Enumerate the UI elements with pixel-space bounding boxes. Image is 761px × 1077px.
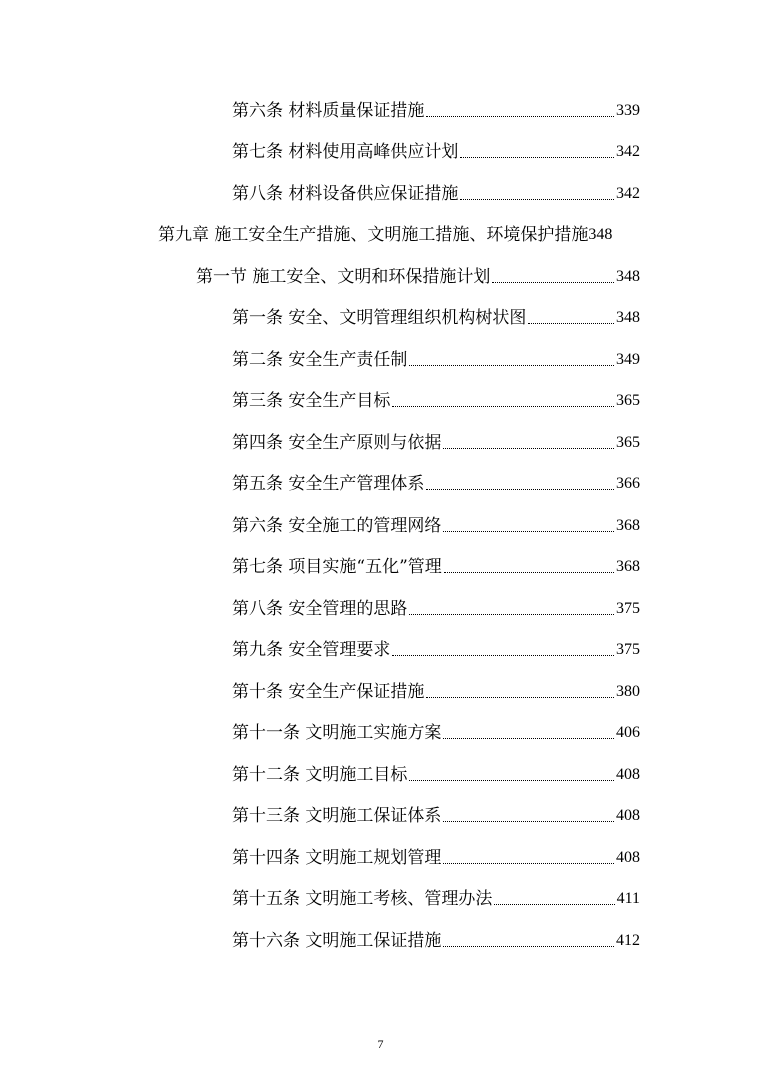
dot-leader	[409, 614, 614, 615]
toc-entry-label: 第八条 安全管理的思路	[232, 599, 408, 619]
toc-entry[interactable]	[232, 173, 640, 205]
toc-entry[interactable]	[232, 463, 640, 495]
toc-entry-page: 375	[616, 641, 640, 658]
dot-leader	[494, 904, 614, 905]
page-number: 7	[377, 1037, 384, 1051]
dot-leader	[426, 697, 614, 698]
toc-entry[interactable]	[232, 546, 640, 578]
dot-leader	[443, 448, 614, 449]
toc-entry[interactable]	[232, 920, 640, 952]
toc-entry-page: 349	[616, 351, 640, 368]
toc-entry-label: 第十三条 文明施工保证体系	[232, 806, 442, 826]
toc-entry-page: 348	[616, 309, 640, 326]
toc-entry-page: 408	[616, 807, 640, 824]
dot-leader	[443, 531, 614, 532]
toc-entry-page: 339	[616, 102, 640, 119]
toc-entry[interactable]	[232, 878, 640, 910]
toc-entry-label: 第七条 材料使用高峰供应计划	[232, 142, 459, 162]
toc-entry-label: 第十六条 文明施工保证措施	[232, 931, 442, 951]
toc-entry-page: 342	[616, 185, 640, 202]
dot-leader	[444, 572, 614, 573]
toc-entry-label: 第五条 安全生产管理体系	[232, 474, 425, 494]
dot-leader	[528, 323, 614, 324]
dot-leader	[443, 863, 614, 864]
toc-entry-page: 412	[616, 932, 640, 949]
toc-entry[interactable]	[232, 505, 640, 537]
toc-entry-page: 365	[616, 392, 640, 409]
toc-entry[interactable]	[232, 754, 640, 786]
toc-entry[interactable]	[232, 380, 640, 412]
toc-entry[interactable]	[232, 629, 640, 661]
toc-entry-label: 第四条 安全生产原则与依据	[232, 433, 442, 453]
toc-entry-label: 第六条 安全施工的管理网络	[232, 516, 442, 536]
toc-entry-page: 408	[616, 849, 640, 866]
toc-entry-page: 365	[616, 434, 640, 451]
dot-leader	[409, 780, 614, 781]
toc-section-entry[interactable]	[196, 256, 640, 288]
toc-entry-page: 408	[616, 766, 640, 783]
toc-entry-label: 第一条 安全、文明管理组织机构树状图	[232, 308, 527, 328]
dot-leader	[392, 655, 614, 656]
toc-entry-label: 第一节 施工安全、文明和环保措施计划	[196, 267, 491, 287]
toc-entry[interactable]	[232, 297, 640, 329]
toc-entry-page: 348	[588, 226, 613, 243]
toc-entry[interactable]	[232, 671, 640, 703]
toc-entry[interactable]	[232, 588, 640, 620]
toc-entry-label: 第九条 安全管理要求	[232, 640, 391, 660]
dot-leader	[492, 282, 614, 283]
dot-leader	[426, 489, 614, 490]
toc-entry-page: 380	[616, 683, 640, 700]
toc-entry-label: 第十五条 文明施工考核、管理办法	[232, 889, 493, 909]
toc-entry-page: 348	[616, 268, 640, 285]
toc-entry-label: 第七条 项目实施“五化”管理	[232, 557, 442, 577]
dot-leader	[392, 406, 614, 407]
dot-leader	[460, 157, 614, 158]
toc-entry[interactable]	[232, 131, 640, 163]
toc-entry[interactable]	[232, 712, 640, 744]
toc-entry-label: 第九章 施工安全生产措施、文明施工措施、环境保护措施	[158, 225, 589, 245]
toc-entry-label: 第十条 安全生产保证措施	[232, 682, 425, 702]
toc-entry-page: 342	[616, 143, 640, 160]
toc-entry-label: 第三条 安全生产目标	[232, 391, 391, 411]
toc-entry-label: 第六条 材料质量保证措施	[232, 101, 425, 121]
toc-entry-page: 368	[616, 517, 640, 534]
toc-entry-label: 第十四条 文明施工规划管理	[232, 848, 442, 868]
toc-entry-label: 第十二条 文明施工目标	[232, 765, 408, 785]
dot-leader	[426, 116, 614, 117]
toc-entry[interactable]	[232, 90, 640, 122]
toc-entry[interactable]	[232, 795, 640, 827]
toc-entry-page: 375	[616, 600, 640, 617]
toc-entry-label: 第十一条 文明施工实施方案	[232, 723, 442, 743]
dot-leader	[460, 199, 614, 200]
dot-leader	[443, 738, 614, 739]
toc-entry-label: 第二条 安全生产责任制	[232, 350, 408, 370]
toc-entry[interactable]	[232, 422, 640, 454]
dot-leader	[409, 365, 614, 366]
toc-entry-page: 406	[616, 724, 640, 741]
toc-entry[interactable]	[232, 339, 640, 371]
toc-entry-page: 411	[616, 890, 640, 907]
toc-chapter-entry[interactable]	[158, 214, 658, 246]
toc-entry-label: 第八条 材料设备供应保证措施	[232, 184, 459, 204]
toc-entry[interactable]	[232, 837, 640, 869]
dot-leader	[443, 946, 614, 947]
dot-leader	[443, 821, 614, 822]
toc-entry-page: 366	[616, 475, 640, 492]
toc-entry-page: 368	[616, 558, 640, 575]
